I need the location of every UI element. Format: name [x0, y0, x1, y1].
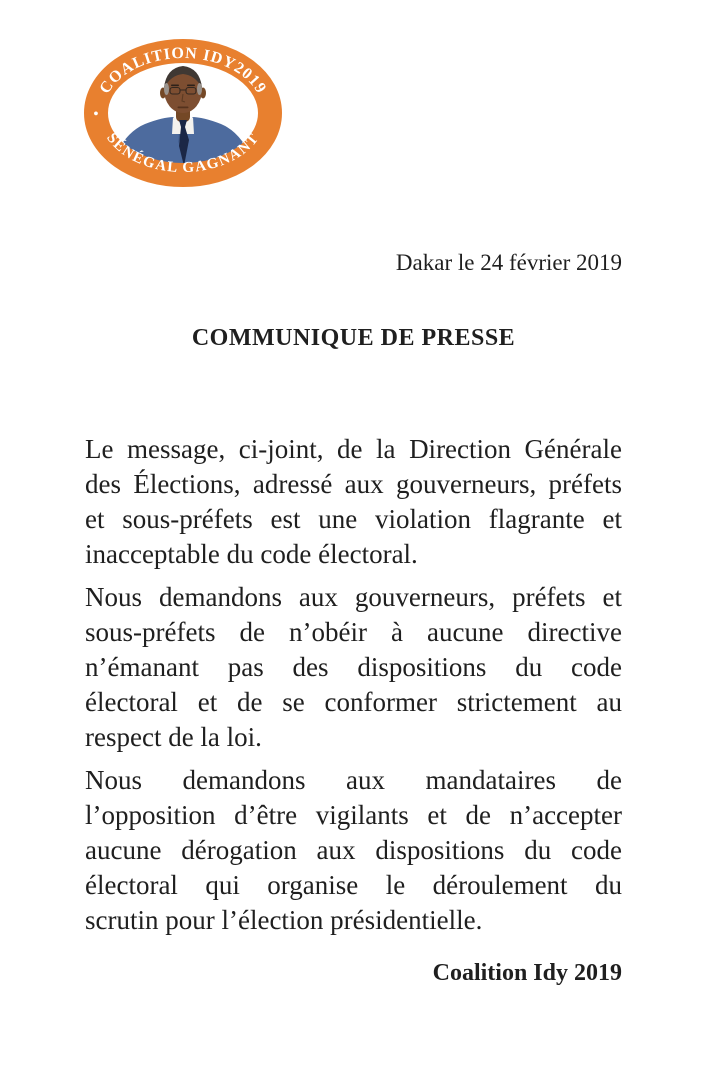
- text-line: Nous demandons aux gouverneurs, préfets et: [85, 582, 622, 612]
- press-release-title: COMMUNIQUE DE PRESSE: [191, 325, 516, 351]
- portrait-gray-temple-right: [197, 83, 202, 95]
- portrait-mouth: [178, 107, 189, 109]
- seal-separator-bullet: •: [93, 107, 99, 122]
- seal-graphic: [83, 38, 283, 188]
- date-line: Dakar le 24 février 2019: [395, 250, 622, 275]
- paragraph-2: [85, 580, 622, 755]
- text-line: aucune dérogation aux dispositions du code: [85, 835, 622, 865]
- paragraph-1: [85, 432, 622, 572]
- text-line: sous-préfets de n’obéir à aucune directive: [85, 617, 622, 647]
- text-line: n’émanant pas des dispositions du code: [85, 652, 622, 682]
- coalition-seal-logo: [83, 38, 283, 188]
- text-line: Nous demandons aux mandataires de: [85, 765, 622, 795]
- portrait-gray-temple-left: [164, 83, 169, 95]
- text-line: respect de la loi.: [85, 722, 262, 752]
- paragraph-3: [85, 763, 622, 938]
- portrait-brow-left: [171, 85, 179, 87]
- signature: Coalition Idy 2019: [432, 960, 622, 986]
- text-line: Le message, ci-joint, de la Direction Générale: [85, 434, 622, 464]
- text-line: l’opposition d’être vigilants et de n’accepter: [85, 800, 622, 830]
- seal-arc-bottom-text: SÉNÉGAL GAGNANT: [103, 130, 263, 177]
- seal-arc-top-text: COALITION IDY2019: [96, 44, 270, 97]
- portrait-brow-right: [187, 85, 195, 87]
- text-line: et sous-préfets est une violation flagrante et: [85, 504, 622, 534]
- text-line: des Élections, adressé aux gouverneurs, préfets: [85, 469, 622, 499]
- text-line: scrutin pour l’élection présidentielle.: [85, 905, 483, 935]
- text-line: électoral qui organise le déroulement du: [85, 870, 622, 900]
- text-line: électoral et de se conformer strictement au: [85, 687, 622, 717]
- text-line: inacceptable du code électoral.: [85, 539, 418, 569]
